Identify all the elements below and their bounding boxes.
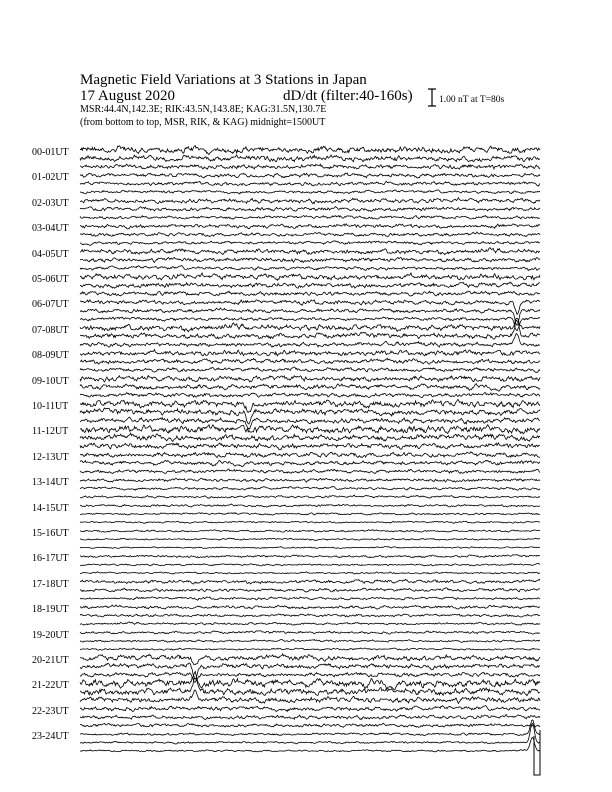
- trace-msr-hour-4: [80, 266, 540, 271]
- trace-kag-hour-11: [80, 425, 540, 434]
- hour-label: 23-24UT: [32, 731, 69, 743]
- trace-kag-hour-20: [80, 654, 540, 665]
- trace-rik-hour-22: [80, 714, 540, 719]
- trace-msr-hour-15: [80, 546, 540, 548]
- trace-msr-hour-5: [80, 291, 540, 296]
- trace-msr-hour-1: [80, 190, 540, 194]
- trace-rik-hour-12: [80, 460, 540, 466]
- trace-rik-hour-13: [80, 487, 540, 491]
- trace-rik-hour-4: [80, 257, 540, 262]
- hour-label: 10-11UT: [32, 401, 69, 412]
- trace-msr-hour-17: [80, 597, 540, 600]
- trace-kag-hour-0: [80, 146, 540, 155]
- hour-label: 08-09UT: [32, 350, 69, 362]
- trace-rik-hour-3: [80, 232, 540, 237]
- trace-msr-hour-23: [80, 737, 540, 751]
- trace-rik-hour-1: [80, 181, 540, 186]
- trace-kag-hour-17: [80, 579, 540, 584]
- trace-kag-hour-4: [80, 248, 540, 255]
- trace-kag-hour-12: [80, 452, 540, 458]
- trace-rik-hour-18: [80, 614, 540, 617]
- hour-label: 13-14UT: [32, 477, 69, 489]
- trace-rik-hour-16: [80, 563, 540, 566]
- trace-kag-hour-19: [80, 631, 540, 634]
- hour-label: 19-20UT: [32, 629, 69, 641]
- trace-kag-hour-22: [80, 706, 540, 712]
- chart-date: 17 August 2020: [80, 88, 176, 104]
- hour-label: 05-06UT: [32, 274, 69, 285]
- hour-label: 01-02UT: [32, 172, 69, 184]
- hour-label: 03-04UT: [32, 223, 69, 235]
- trace-msr-hour-13: [80, 495, 540, 498]
- trace-kag-hour-15: [80, 530, 540, 533]
- trace-msr-hour-19: [80, 648, 540, 650]
- filter-label: dD/dt (filter:40-160s): [283, 88, 413, 104]
- hour-label: 14-15UT: [32, 502, 69, 514]
- trace-kag-hour-18: [80, 605, 540, 609]
- trace-rik-hour-15: [80, 538, 540, 540]
- trace-kag-hour-1: [80, 173, 540, 178]
- trace-group: [80, 146, 540, 775]
- trace-kag-hour-7: [80, 318, 540, 332]
- trace-rik-hour-6: [80, 308, 540, 325]
- trace-msr-hour-3: [80, 241, 540, 245]
- trace-msr-hour-20: [80, 672, 540, 682]
- chart-title: Magnetic Field Variations at 3 Stations in Japan: [80, 72, 367, 88]
- hour-label: 21-22UT: [32, 680, 69, 692]
- trace-rik-hour-11: [80, 433, 540, 441]
- hour-label: 18-19UT: [32, 604, 69, 616]
- trace-msr-hour-9: [80, 393, 540, 398]
- end-of-day-excursion: [534, 730, 540, 775]
- hour-label: 09-10UT: [32, 375, 69, 387]
- station-coordinates: MSR:44.4N,142.3E; RIK:43.5N,143.8E; KAG:31.5N,130.7E: [80, 104, 327, 115]
- trace-kag-hour-13: [80, 478, 540, 482]
- trace-rik-hour-9: [80, 384, 540, 391]
- trace-kag-hour-5: [80, 273, 540, 280]
- trace-msr-hour-14: [80, 521, 540, 523]
- trace-rik-hour-14: [80, 513, 540, 515]
- trace-msr-hour-18: [80, 622, 540, 625]
- trace-msr-hour-11: [80, 443, 540, 450]
- hour-label: 17-18UT: [32, 578, 69, 590]
- trace-rik-hour-2: [80, 207, 540, 212]
- hour-label: 16-17UT: [32, 553, 69, 565]
- hour-label: 06-07UT: [32, 299, 69, 311]
- trace-kag-hour-3: [80, 224, 540, 229]
- trace-msr-hour-2: [80, 216, 540, 220]
- trace-msr-hour-12: [80, 469, 540, 473]
- trace-rik-hour-19: [80, 639, 540, 642]
- trace-rik-hour-20: [80, 663, 540, 679]
- hour-label: 12-13UT: [32, 451, 69, 463]
- hour-label: 22-23UT: [32, 705, 69, 717]
- trace-msr-hour-16: [80, 572, 540, 574]
- hour-label: 11-12UT: [32, 426, 69, 438]
- hour-label: 02-03UT: [32, 197, 69, 209]
- trace-kag-hour-14: [80, 504, 540, 507]
- hour-label: 15-16UT: [32, 528, 69, 539]
- trace-rik-hour-5: [80, 282, 540, 288]
- scale-label: 1.00 nT at T=80s: [439, 95, 505, 105]
- trace-rik-hour-8: [80, 358, 540, 364]
- trace-kag-hour-23: [80, 720, 540, 736]
- trace-kag-hour-9: [80, 376, 540, 382]
- trace-rik-hour-0: [80, 155, 540, 162]
- trace-msr-hour-0: [80, 164, 540, 169]
- hour-label: 04-05UT: [32, 248, 69, 260]
- trace-kag-hour-2: [80, 198, 540, 204]
- trace-rik-hour-10: [80, 408, 540, 424]
- trace-rik-hour-21: [80, 678, 540, 695]
- hour-label: 00-01UT: [32, 147, 69, 158]
- hour-label: 07-08UT: [32, 324, 69, 336]
- trace-rik-hour-17: [80, 588, 540, 592]
- trace-kag-hour-8: [80, 350, 540, 356]
- trace-kag-hour-16: [80, 555, 540, 558]
- trace-kag-hour-6: [80, 300, 540, 315]
- trace-msr-hour-8: [80, 367, 540, 373]
- hour-label: 20-21UT: [32, 655, 69, 666]
- trace-msr-hour-22: [80, 723, 540, 727]
- trace-order-note: (from bottom to top, MSR, RIK, & KAG) midnight=1500UT: [80, 117, 326, 128]
